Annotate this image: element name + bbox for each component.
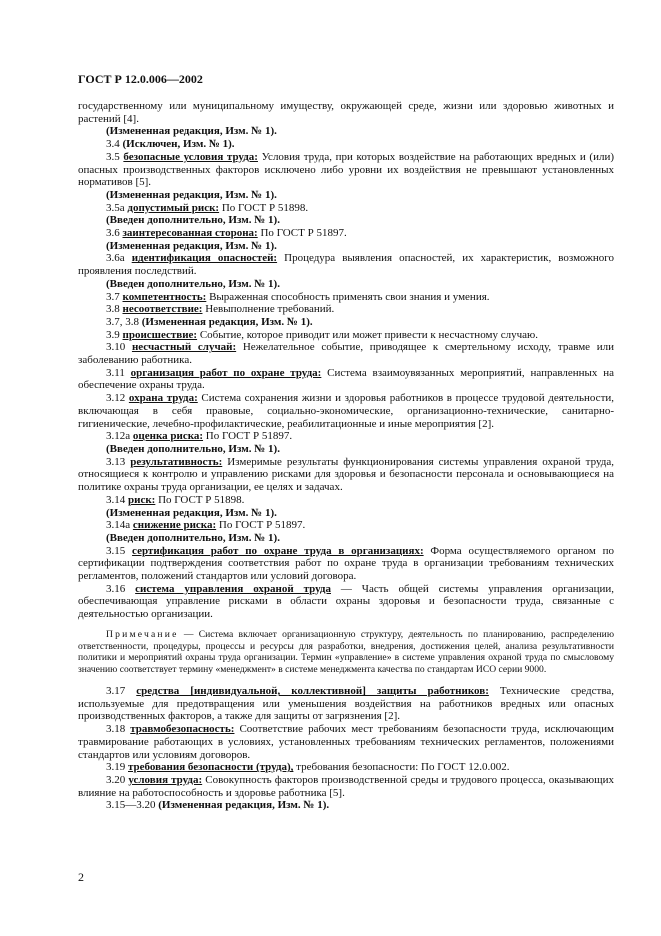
text-run: 3.5 <box>106 150 124 163</box>
term-name: организация работ по охране труда: <box>130 366 322 379</box>
text-run: 3.8 <box>106 303 123 316</box>
term-name: заинтересованная сторона: <box>122 227 258 240</box>
text-run: Система взаимоувязанных мероприятий, направленных на обеспечение охраны труда. <box>78 366 614 392</box>
page-header: ГОСТ Р 12.0.006—2002 <box>78 72 203 86</box>
text-run: 3.20 <box>106 773 129 786</box>
note-label: Примечание <box>106 628 179 640</box>
term-name: условия труда: <box>128 773 203 786</box>
text-run: 3.11 <box>106 366 131 379</box>
text-run: По ГОСТ Р 51897. <box>216 519 306 532</box>
term-paragraph <box>78 519 614 532</box>
term-name: травмобезопасность: <box>130 723 235 736</box>
amendment-note: (Измененная редакция, Изм. № 1). <box>106 506 277 519</box>
term-paragraph <box>78 227 614 240</box>
amendment-note: (Введен дополнительно, Изм. № 1). <box>106 214 280 227</box>
text-run: Событие, которое приводит или может привести к несчастному случаю. <box>197 328 538 341</box>
text-run: Процедура выявления опасностей, их характеристик, возможного проявления последствий. <box>78 252 614 278</box>
term-paragraph <box>78 761 614 774</box>
text-run: Измеримые результаты функционирования системы управления охраной труда, относящиеся к контролю и управлению рисками для здоровья и безопасности персонала и основывающиеся на политике охраны труда организации, ее целях и задачах. <box>78 455 614 494</box>
text-run: 3.12 <box>106 392 129 405</box>
term-paragraph <box>78 392 614 430</box>
term-paragraph <box>78 367 614 392</box>
text-run: По ГОСТ Р 51898. <box>155 493 245 506</box>
text-run: По ГОСТ Р 51897. <box>203 430 293 443</box>
text-run: 3.13 <box>106 455 131 468</box>
term-paragraph <box>78 303 614 316</box>
term-paragraph <box>78 545 614 583</box>
term-paragraph <box>78 151 614 189</box>
term-paragraph <box>78 316 614 329</box>
text-run: 3.4 <box>106 138 123 151</box>
text-run: 3.14а <box>106 519 133 532</box>
term-name: снижение риска: <box>132 519 217 532</box>
term-paragraph <box>78 494 614 507</box>
term-name: безопасные условия труда: <box>123 150 258 163</box>
text-run: государственному или муниципальному имуществу, окружающей среде, жизни или здоровью животных и растений [4]. <box>78 100 614 125</box>
term-name: происшествие: <box>122 328 198 341</box>
text-run: Условия труда, при которых воздействие на работающих вредных и (или) опасных производственных факторов исключено либо уровни их воздействия не превышают установленных нормативов [5]. <box>78 150 615 189</box>
term-name: допустимый риск: <box>127 201 220 214</box>
term-name: охрана труда: <box>128 392 198 405</box>
text-run: 3.6а <box>106 252 132 265</box>
text-run: 3.16 <box>106 582 136 595</box>
text-run: 3.15 <box>106 544 133 557</box>
term-paragraph <box>78 341 614 366</box>
text-run: Форма осуществляемого органом по сертификации подтверждения соответствия работ по охране труда в организации требованиям технических регламентов, положений стандартов или условий договора. <box>78 544 614 583</box>
amendment-note: (Измененная редакция, Изм. № 1). <box>106 125 277 138</box>
text-run: По ГОСТ Р 51897. <box>257 227 347 240</box>
amendment-note: (Измененная редакция, Изм. № 1). <box>141 315 313 328</box>
term-name: средства [индивидуальной, коллективной] защиты работников: <box>136 685 489 698</box>
term-paragraph <box>78 100 614 125</box>
text-run: 3.10 <box>106 341 132 354</box>
amendment-note: (Измененная редакция, Изм. № 1). <box>106 188 277 201</box>
text-run: 3.18 <box>106 723 131 736</box>
term-name: риск: <box>128 493 156 506</box>
amendment-note: (Измененная редакция, Изм. № 1). <box>158 799 330 812</box>
amendment-note: (Введен дополнительно, Изм. № 1). <box>106 531 280 544</box>
term-name: оценка риска: <box>132 430 204 443</box>
amendment-note: (Введен дополнительно, Изм. № 1). <box>106 442 280 455</box>
text-run: 3.5а <box>106 201 128 214</box>
text-run: 3.6 <box>106 227 123 240</box>
note-paragraph <box>78 629 614 676</box>
term-paragraph <box>78 799 614 812</box>
text-run: 3.19 <box>106 761 128 774</box>
text-run: Нежелательное событие, приводящее к смертельному исходу, травме или заболеванию работника. <box>78 341 614 367</box>
text-run: Выраженная способность применять свои знания и умения. <box>206 290 490 303</box>
document-body <box>78 100 614 812</box>
text-run: Совокупность факторов производственной среды и трудового процесса, оказывающих влияние на работоспособность и здоровье работника [5]. <box>78 773 615 799</box>
text-run: 3.15—3.20 <box>106 799 159 812</box>
term-paragraph <box>78 291 614 304</box>
text-run: 3.14 <box>106 493 128 506</box>
text-run: Невыполнение требований. <box>202 303 335 316</box>
term-paragraph <box>78 583 614 621</box>
term-name: идентификация опасностей: <box>131 252 278 265</box>
term-paragraph <box>78 430 614 443</box>
text-run: 3.7 <box>106 290 123 303</box>
term-name: система управления охраной труда <box>135 582 331 595</box>
text-run: — Система включает организационную структуру, деятельность по планированию, распределению ответственности, процедуры, процессы и ресурсы для разработки, внедрения, достижения целей, анализа результативности политики и мероприятий охраны труда организации. Термин «управление» в системе управления охраной труда по смысловому значению соответствует термину «менеджмент» в системе менеджмента качества по стандартам ИСО серии 9000. <box>78 628 614 676</box>
amendment-note: (Введен дополнительно, Изм. № 1). <box>106 277 280 290</box>
text-run: По ГОСТ Р 51898. <box>219 201 309 214</box>
term-name: несчастный случай: <box>131 341 237 354</box>
term-name: компетентность: <box>122 290 207 303</box>
text-run: Соответствие рабочих мест требованиям безопасности труда, исключающим травмирование работающих в условиях, установленных требованиям технических регламентов, положениями стандартов или условиям договоров. <box>78 723 614 761</box>
text-run: Система сохранения жизни и здоровья работников в процессе трудовой деятельности, включающая в себя правовые, социально-экономические, организационно-технические, санитарно-гигиенические, лечебно-профилактические, реабилитационные и иные мероприятия [2]. <box>78 392 615 430</box>
term-paragraph <box>78 723 614 761</box>
text-run: 3.7, 3.8 <box>106 315 142 328</box>
text-run: 3.9 <box>106 328 123 341</box>
term-paragraph <box>78 329 614 342</box>
term-paragraph <box>78 138 614 151</box>
term-paragraph <box>78 685 614 723</box>
term-name: требования безопасности (труда), <box>128 761 294 774</box>
text-run: 3.17 <box>106 685 137 698</box>
text-run: требования безопасности: По ГОСТ 12.0.002. <box>293 761 510 774</box>
term-name: сертификация работ по охране труда в организациях: <box>132 544 424 557</box>
term-name: несоответствие: <box>122 303 203 316</box>
term-paragraph <box>78 202 614 215</box>
page-number: 2 <box>78 870 84 884</box>
text-run: 3.12а <box>106 430 133 443</box>
term-paragraph <box>78 456 614 494</box>
term-name: результативность: <box>130 455 223 468</box>
amendment-note: (Измененная редакция, Изм. № 1). <box>106 239 277 252</box>
text-run: Технические средства, используемые для предотвращения или уменьшения воздействия на работников вредных или опасных производственных факторов, а также для защиты от загрязнения [2]. <box>78 685 614 723</box>
term-paragraph <box>78 774 614 799</box>
amendment-note: (Исключен, Изм. № 1). <box>122 138 235 151</box>
term-paragraph <box>78 252 614 277</box>
text-run: — Часть общей системы управления организации, обеспечивающая управление рисками в области охраны здоровья и безопасности труда, связанные с деятельностью организации. <box>78 582 615 621</box>
